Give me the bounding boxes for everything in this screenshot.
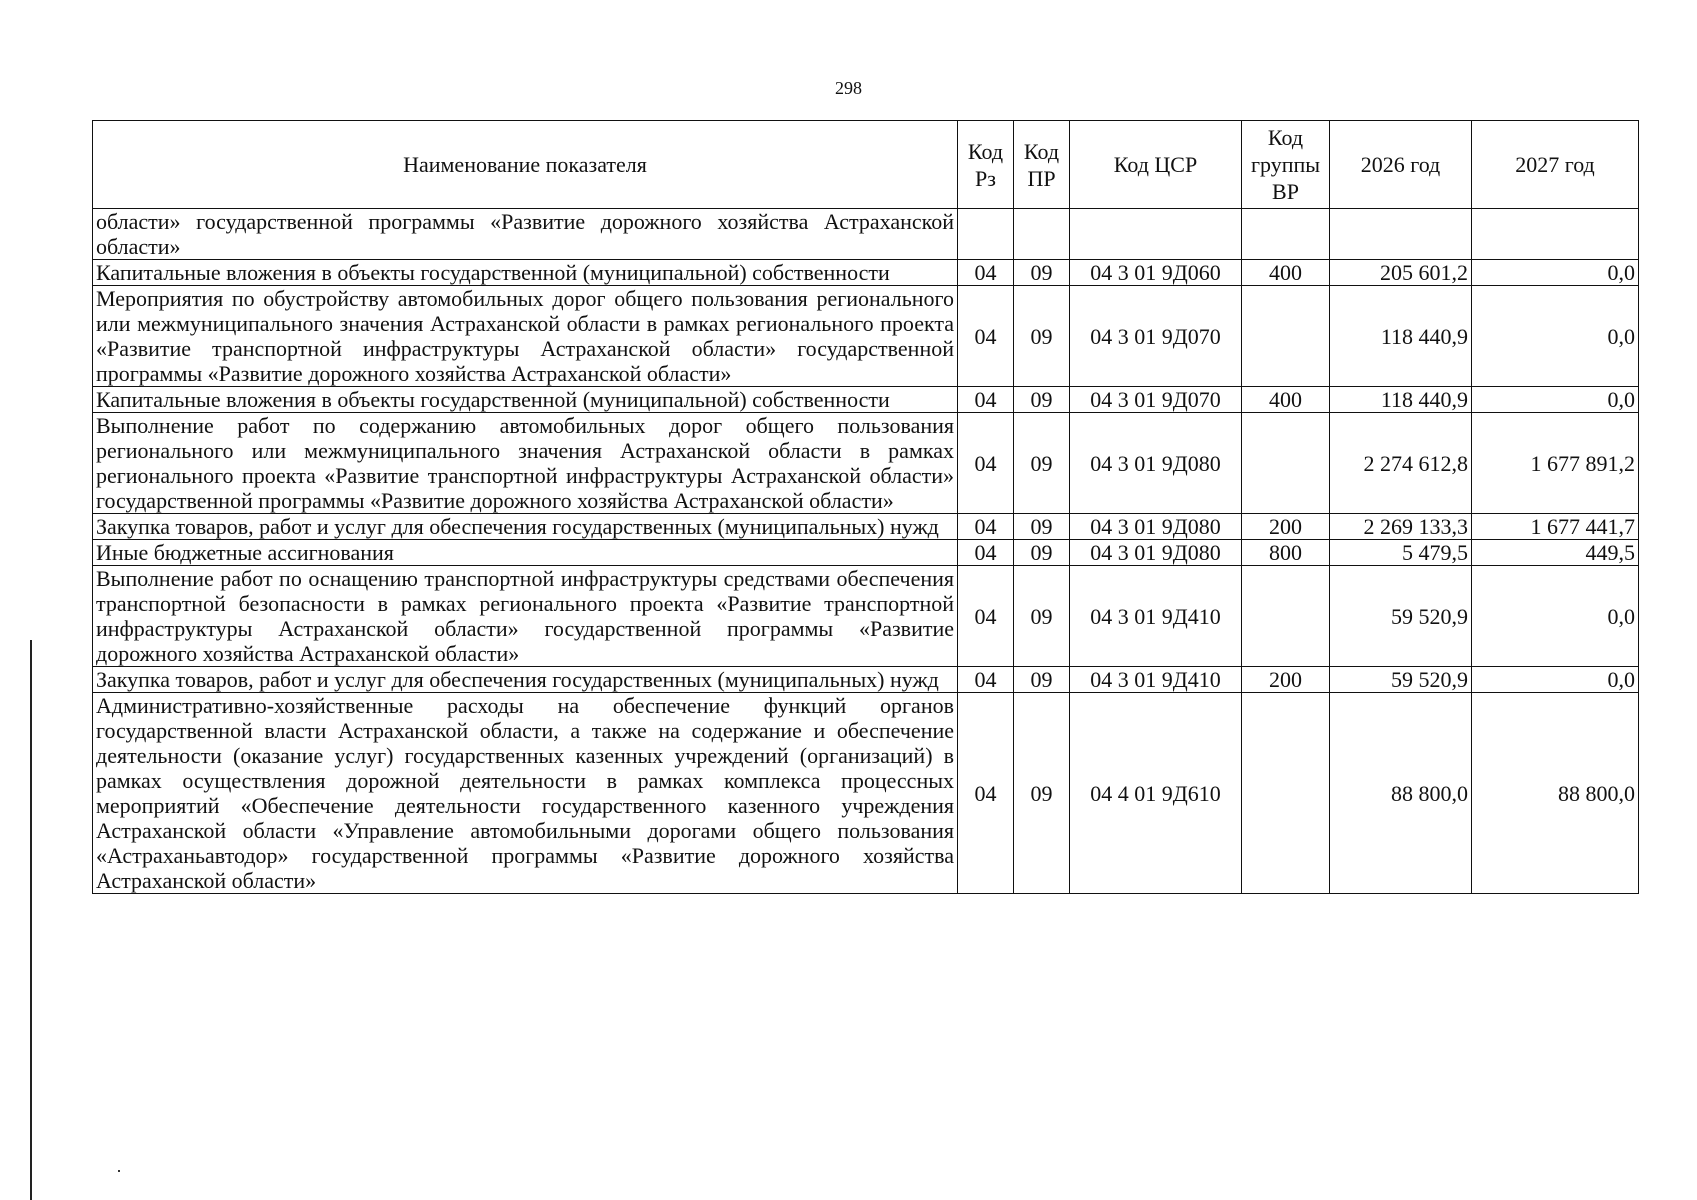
page-number: 298 (835, 78, 862, 98)
row-rz: 04 (958, 387, 1014, 413)
row-2027: 0,0 (1472, 260, 1639, 286)
header-pr: Код ПР (1014, 121, 1070, 209)
header-vr: Код группы ВР (1242, 121, 1330, 209)
row-name: области» государственной программы «Развитие дорожного хозяйства Астраханской области» (93, 209, 958, 260)
row-vr (1242, 209, 1330, 260)
row-2026: 118 440,9 (1330, 286, 1472, 387)
margin-rule (30, 640, 32, 1200)
row-rz: 04 (958, 413, 1014, 514)
table-row (93, 260, 1639, 286)
row-2026 (1330, 209, 1472, 260)
row-name: Выполнение работ по содержанию автомобильных дорог общего пользования регионального или межмуниципального значения Астраханской области в рамках регионального проекта «Развитие транспортной инфраструктуры Астраханской области» государственной программы «Развитие дорожного хозяйства Астраханской области» (93, 413, 958, 514)
row-vr: 400 (1242, 387, 1330, 413)
row-vr: 800 (1242, 540, 1330, 566)
row-2027: 0,0 (1472, 387, 1639, 413)
row-name: Капитальные вложения в объекты государственной (муниципальной) собственности (93, 387, 958, 413)
table-row (93, 566, 1639, 667)
row-rz: 04 (958, 540, 1014, 566)
row-vr (1242, 413, 1330, 514)
row-pr: 09 (1014, 286, 1070, 387)
row-rz: 04 (958, 693, 1014, 894)
row-rz: 04 (958, 286, 1014, 387)
row-pr: 09 (1014, 540, 1070, 566)
table-header-row (93, 121, 1639, 209)
table-row (93, 413, 1639, 514)
header-rz: Код Рз (958, 121, 1014, 209)
row-pr: 09 (1014, 260, 1070, 286)
row-name: Закупка товаров, работ и услуг для обеспечения государственных (муниципальных) нужд (93, 514, 958, 540)
row-pr: 09 (1014, 387, 1070, 413)
row-name: Капитальные вложения в объекты государственной (муниципальной) собственности (93, 260, 958, 286)
row-2027: 0,0 (1472, 667, 1639, 693)
row-rz: 04 (958, 260, 1014, 286)
row-pr: 09 (1014, 413, 1070, 514)
table-row (93, 667, 1639, 693)
row-2026: 59 520,9 (1330, 566, 1472, 667)
row-2026: 88 800,0 (1330, 693, 1472, 894)
row-csr: 04 4 01 9Д610 (1070, 693, 1242, 894)
row-2026: 205 601,2 (1330, 260, 1472, 286)
row-rz: 04 (958, 566, 1014, 667)
row-vr: 200 (1242, 667, 1330, 693)
row-csr: 04 3 01 9Д080 (1070, 540, 1242, 566)
row-csr: 04 3 01 9Д410 (1070, 667, 1242, 693)
row-name: Административно-хозяйственные расходы на обеспечение функций органов государственной власти Астраханской области, а также на содержание и обеспечение деятельности (оказание услуг) государственных казенных учреждений (организаций) в рамках осуществления дорожной деятельности в рамках комплекса процессных мероприятий «Обеспечение деятельности государственного казенного учреждения Астраханской области «Управление автомобильными дорогами общего пользования «Астраханьавтодор» государственной программы «Развитие дорожного хозяйства Астраханской области» (93, 693, 958, 894)
row-2026: 118 440,9 (1330, 387, 1472, 413)
row-pr: 09 (1014, 693, 1070, 894)
row-rz (958, 209, 1014, 260)
row-vr: 400 (1242, 260, 1330, 286)
row-2027: 88 800,0 (1472, 693, 1639, 894)
row-2027: 1 677 441,7 (1472, 514, 1639, 540)
scan-speck (118, 1170, 120, 1172)
budget-table (92, 120, 1639, 894)
row-name: Закупка товаров, работ и услуг для обеспечения государственных (муниципальных) нужд (93, 667, 958, 693)
row-2027: 0,0 (1472, 566, 1639, 667)
row-csr: 04 3 01 9Д070 (1070, 286, 1242, 387)
row-2027: 0,0 (1472, 286, 1639, 387)
table-row (93, 693, 1639, 894)
row-vr (1242, 693, 1330, 894)
table-row (93, 387, 1639, 413)
header-csr: Код ЦСР (1070, 121, 1242, 209)
row-vr: 200 (1242, 514, 1330, 540)
header-2026: 2026 год (1330, 121, 1472, 209)
row-vr (1242, 566, 1330, 667)
row-csr: 04 3 01 9Д070 (1070, 387, 1242, 413)
row-csr: 04 3 01 9Д080 (1070, 413, 1242, 514)
row-rz: 04 (958, 514, 1014, 540)
row-pr: 09 (1014, 667, 1070, 693)
row-pr: 09 (1014, 566, 1070, 667)
row-name: Иные бюджетные ассигнования (93, 540, 958, 566)
header-name: Наименование показателя (93, 121, 958, 209)
table-row (93, 514, 1639, 540)
table-row (93, 286, 1639, 387)
row-2026: 5 479,5 (1330, 540, 1472, 566)
table-row (93, 540, 1639, 566)
table-row (93, 209, 1639, 260)
row-2027 (1472, 209, 1639, 260)
row-csr (1070, 209, 1242, 260)
row-2027: 1 677 891,2 (1472, 413, 1639, 514)
row-2027: 449,5 (1472, 540, 1639, 566)
row-pr (1014, 209, 1070, 260)
row-name: Мероприятия по обустройству автомобильных дорог общего пользования регионального или межмуниципального значения Астраханской области в рамках регионального проекта «Развитие транспортной инфраструктуры Астраханской области» государственной программы «Развитие дорожного хозяйства Астраханской области» (93, 286, 958, 387)
row-2026: 2 269 133,3 (1330, 514, 1472, 540)
row-2026: 2 274 612,8 (1330, 413, 1472, 514)
row-csr: 04 3 01 9Д080 (1070, 514, 1242, 540)
row-pr: 09 (1014, 514, 1070, 540)
row-csr: 04 3 01 9Д410 (1070, 566, 1242, 667)
row-csr: 04 3 01 9Д060 (1070, 260, 1242, 286)
row-vr (1242, 286, 1330, 387)
row-rz: 04 (958, 667, 1014, 693)
header-2027: 2027 год (1472, 121, 1639, 209)
row-name: Выполнение работ по оснащению транспортной инфраструктуры средствами обеспечения транспортной безопасности в рамках регионального проекта «Развитие транспортной инфраструктуры Астраханской области» государственной программы «Развитие дорожного хозяйства Астраханской области» (93, 566, 958, 667)
row-2026: 59 520,9 (1330, 667, 1472, 693)
